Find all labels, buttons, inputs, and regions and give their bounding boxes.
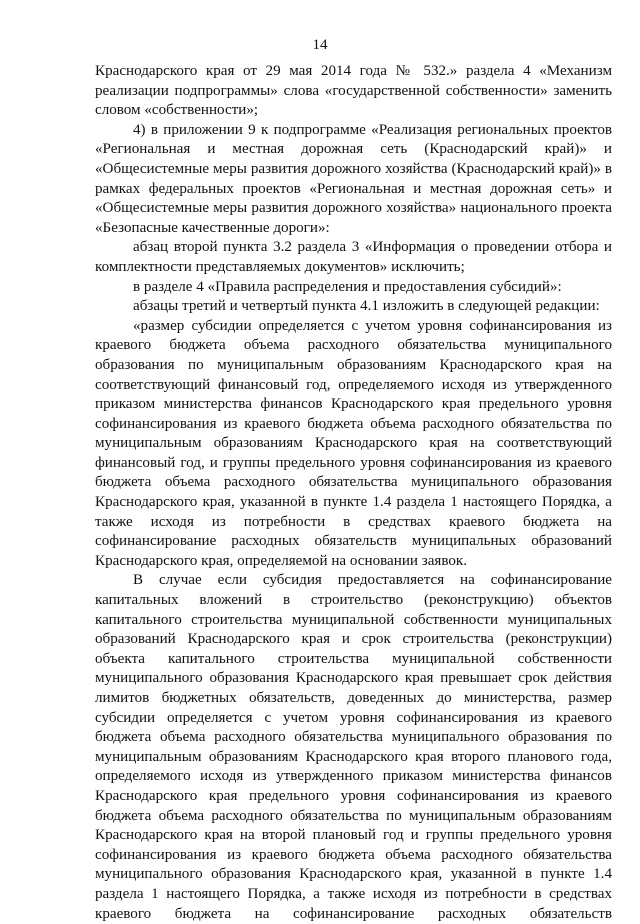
paragraph-abzacy-4-1: абзацы третий и четвертый пункта 4.1 изложить в следующей редакции: xyxy=(133,298,600,315)
paragraph-continuation: Краснодарского края от 29 мая 2014 года № 532.» раздела 4 «Механизм реализации подпрограммы» слова «государственной собственности» заменить словом «собственности»; xyxy=(95,63,612,119)
paragraph-abzac-3-2: абзац второй пункта 3.2 раздела 3 «Информация о проведении отбора и комплектности представляемых документов» исключить; xyxy=(95,239,612,275)
paragraph-subsidy-size: «размер субсидии определяется с учетом уровня софинансирования из краевого бюджета объема расходного обязательства муниципального образования по муниципальным образованиям Краснодарского края на соответствующий финансовый год, определяемого исходя из утвержденного приказом министерства финансов Краснодарского края предельного уровня софинансирования из краевого бюджета объема расходного обязательства по муниципальным образованиям Краснодарского края на соответствующий финансовый год, и группы предельного уровня софинансирования из краевого бюджета объема расходного обязательства муниципального образования Краснодарского края, указанной в пункте 1.4 раздела 1 настоящего Порядка, а также исходя из потребности в средствах краевого бюджета на софинансирование расходных обязательств муниципальных образований Краснодарского края, определяемой на основании заявок. xyxy=(95,317,612,569)
paragraph-capital-investment: В случае если субсидия предоставляется на софинансирование капитальных вложений в строительство (реконструкцию) объектов капитального строительства муниципальной собственности муниципальных образований Краснодарского края и срок строительства (реконструкции) объекта капитального строительства муниципальной собственности муниципального образования Краснодарского края превышает срок действия лимитов бюджетных обязательств, доведенных до министерства, размер субсидии определяется с учетом уровня софинансирования из краевого бюджета объема расходного обязательства муниципального образования по муниципальным образованиям Краснодарского края второго планового года, определяемого исходя из утвержденного приказом министерства финансов Краснодарского края предельного уровня софинансирования из краевого бюджета объема расходного обязательства по муниципальным образованиям Краснодарского края на второй плановый год и группы предельного уровня софинансирования из краевого бюджета объема расходного обязательства муниципального образования Краснодарского края, указанной в пункте 1.4 раздела 1 настоящего Порядка, а также исходя из потребности в средствах краевого бюджета на софинансирование расходных обязательств xyxy=(95,572,612,922)
document-body xyxy=(95,62,612,924)
paragraph-section-4: в разделе 4 «Правила распределения и предоставления субсидий»: xyxy=(133,278,562,295)
paragraph-item-4: 4) в приложении 9 к подпрограмме «Реализация региональных проектов «Региональная и местная дорожная сеть (Краснодарский край)» и «Общесистемные меры развития дорожного хозяйства (Краснодарский край)» в рамках федеральных проектов «Региональная и местная дорожная сеть» и «Общесистемные меры развития дорожного хозяйства» национального проекта «Безопасные качественные дороги»: xyxy=(95,121,612,236)
page-number: 14 xyxy=(312,37,328,53)
